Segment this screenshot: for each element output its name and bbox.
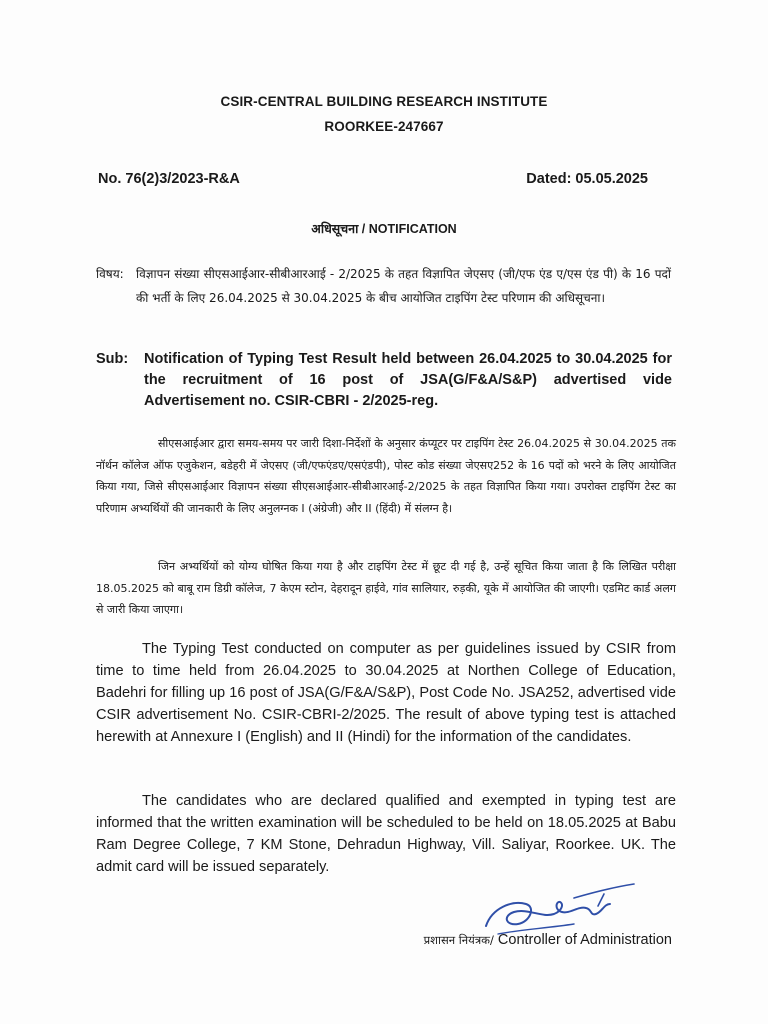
reference-date: Dated: 05.05.2025 [526,171,648,187]
hindi-subject-text: विज्ञापन संख्या सीएसआईआर-सीबीआरआई - 2/2025 के तहत विज्ञापित जेएसए (जी/एफ एंड ए/एस एंड पी) के 16 पदों की भर्ती के लिए 26.04.2025 से 30.04.2025 के बीच आयोजित टाइपिंग टेस्ट परिणाम की अधिसूचना। [136,267,671,305]
reference-number: No. 76(2)3/2023-R&A [98,171,240,187]
institute-name: CSIR-CENTRAL BUILDING RESEARCH INSTITUTE [220,94,548,109]
english-paragraph-1: The Typing Test conducted on computer as per guidelines issued by CSIR from time to time held from 26.04.2025 to 30.04.2025 at Northen College of Education, Badehri for filling up 16 post of JSA(G/F&A/S&P), Post Code No. JSA252, advertised vide CSIR advertisement No. CSIR-CBRI-2/2025. The result of above typing test is attached herewith at Annexure I (English) and II (Hindi) for the information of the candidates. [96,641,676,745]
institute-location: ROORKEE-247667 [324,119,444,134]
signatory-english: Controller of Administration [493,932,672,948]
signatory-hindi: प्रशासन नियंत्रक/ [423,933,494,947]
english-paragraph-2: The candidates who are declared qualified and exempted in typing test are informed that the written examination will be scheduled to be held on 18.05.2025 at Babu Ram Degree College, 7 KM Stone, Dehradun Highway, Vill. Saliyar, Roorkee. UK. The admit card will be issued separately. [96,793,676,875]
signature-mark [478,878,648,940]
english-subject-label: Sub: [96,351,129,367]
hindi-subject [96,263,676,310]
hindi-paragraph-1: सीएसआईआर द्वारा समय-समय पर जारी दिशा-निर्देशों के अनुसार कंप्यूटर पर टाइपिंग टेस्ट 26.04.2025 से 30.04.2025 तक नॉर्थन कॉलेज ऑफ एजुकेशन, बडेहरी में जेएसए (जी/एफएंडए/एसएंडपी), पोस्ट कोड संख्या जेएसए252 के 16 पदों को भरने के लिए आयोजित किया गया, जिसे सीएसआईआर विज्ञापन संख्या सीएसआईआर-सीबीआरआई-2/2025 के तहत विज्ञापित किया गया। उपरोक्त टाइपिंग टेस्ट का परिणाम अभ्यर्थियों की जानकारी के लिए अनुलग्नक I (अंग्रेजी) और II (हिंदी) में संलग्न है। [96,437,676,515]
notification-title: अधिसूचना / NOTIFICATION [311,222,457,236]
english-subject [96,349,676,412]
hindi-subject-label: विषय: [96,267,124,281]
signatory-block [424,932,672,948]
english-subject-text: Notification of Typing Test Result held between 26.04.2025 to 30.04.2025 for the recruitment of 16 post of JSA(G/F&A/S&P) advertised vide Advertisement no. CSIR-CBRI - 2/2025-reg. [144,351,672,409]
hindi-paragraph-2: जिन अभ्यर्थियों को योग्य घोषित किया गया है और टाइपिंग टेस्ट में छूट दी गई है, उन्हें सूचित किया जाता है कि लिखित परीक्षा 18.05.2025 को बाबू राम डिग्री कॉलेज, 7 केएम स्टोन, देहरादून हाईवे, गांव सालियार, रुड़की, यूके में आयोजित की जाएगी। एडमिट कार्ड अलग से जारी किया जाएगा। [96,560,676,616]
